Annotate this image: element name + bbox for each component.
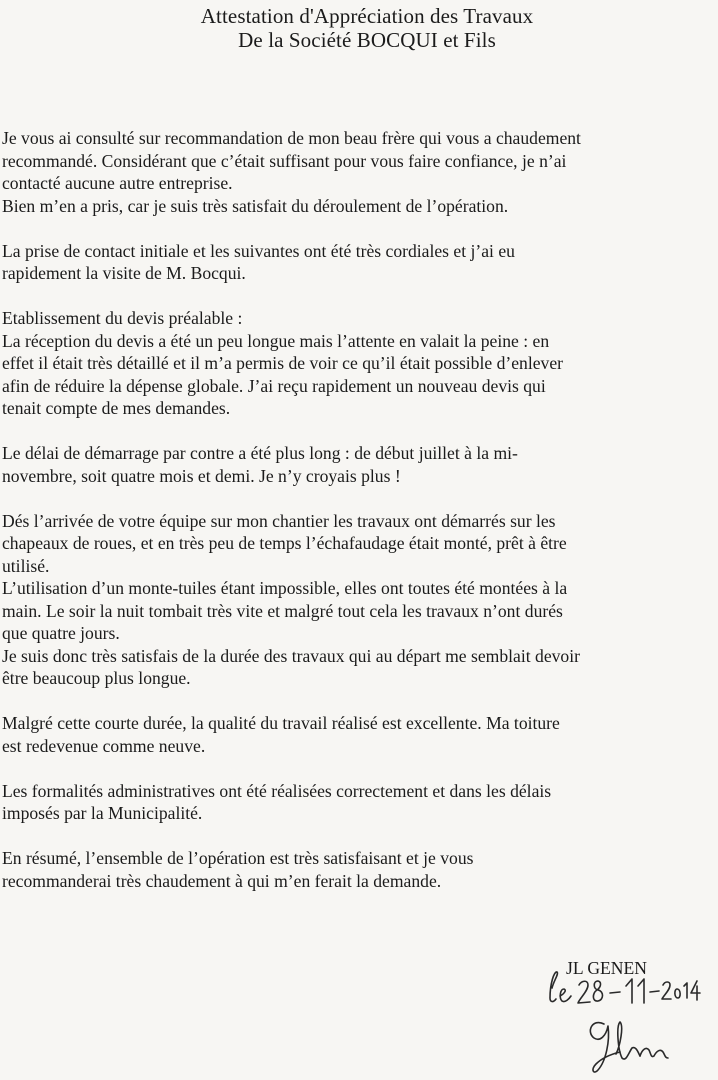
handwritten-date-stroke bbox=[650, 991, 659, 992]
signer-name: JL GENEN bbox=[566, 958, 647, 978]
text-line: Je vous ai consulté sur recommandation de mon beau frère qui vous a chaudement bbox=[2, 128, 581, 148]
handwritten-date-stroke bbox=[684, 983, 687, 998]
text-line: est redevenue comme neuve. bbox=[2, 735, 206, 756]
signature-stroke bbox=[616, 1022, 640, 1059]
text-line: L’utilisation d’un monte-tuiles étant impossible, elles ont toutes été montées à la bbox=[2, 578, 568, 598]
handwritten-date-stroke bbox=[610, 992, 620, 993]
text-line: Dés l’arrivée de votre équipe sur mon chantier les travaux ont démarrés sur les bbox=[2, 510, 556, 531]
text-line: La prise de contact initiale et les suivantes ont été très cordiales et j’ai eu bbox=[2, 240, 515, 261]
text-line: utilisé. bbox=[2, 555, 50, 576]
handwritten-date-stroke bbox=[662, 982, 671, 999]
handwritten-date-stroke bbox=[578, 981, 590, 1003]
handwritten-date-stroke bbox=[550, 972, 557, 1002]
document-title-line-2: De la Société BOCQUI et Fils bbox=[238, 28, 496, 52]
paragraph-quote-details bbox=[2, 330, 670, 420]
document-title-line-1: Attestation d'Appréciation des Travaux bbox=[200, 4, 534, 28]
text-line: effet il était très détaillé et il m’a permis de voir ce qu’il était possible d’enlever bbox=[2, 353, 563, 373]
text-line: afin de réduire la dépense globale. J’ai reçu rapidement un nouveau devis qui bbox=[2, 375, 546, 396]
text-line: rapidement la visite de M. Bocqui. bbox=[2, 263, 246, 283]
text-line: que quatre jours. bbox=[2, 623, 120, 643]
text-line: contacté aucune autre entreprise. bbox=[2, 173, 233, 193]
text-line: Malgré cette courte durée, la qualité du travail réalisé est excellente. Ma toiture bbox=[2, 713, 560, 733]
paragraph-administrative bbox=[2, 780, 670, 825]
signature-stroke bbox=[590, 1023, 620, 1073]
text-line: être beaucoup plus longue. bbox=[2, 668, 191, 688]
paragraph-quote-heading bbox=[2, 307, 670, 330]
text-line: Je suis donc très satisfais de la durée des travaux qui au départ me semblait devoir bbox=[2, 645, 580, 666]
handwritten-date-stroke bbox=[638, 979, 644, 1003]
text-line: tenait compte de mes demandes. bbox=[2, 398, 231, 418]
text-line: novembre, soit quatre mois et demi. Je n’y croyais plus ! bbox=[2, 465, 401, 486]
signature-stroke bbox=[640, 1048, 668, 1058]
text-line: recommandé. Considérant que c’était suffisant pour vous faire confiance, je n’ai bbox=[2, 150, 567, 171]
text-line: En résumé, l’ensemble de l’opération est très satisfaisant et je vous bbox=[2, 848, 474, 868]
paragraph-quality bbox=[2, 712, 670, 757]
paragraph-summary bbox=[2, 847, 670, 892]
text-line: imposés par la Municipalité. bbox=[2, 803, 203, 823]
handwritten-date-stroke bbox=[560, 989, 571, 1002]
paragraph-tiles bbox=[2, 577, 670, 645]
handwritten-date-stroke bbox=[593, 981, 602, 1001]
text-line: Bien m’en a pris, car je suis très satisfait du déroulement de l’opération. bbox=[2, 195, 509, 216]
handwritten-date-stroke bbox=[691, 981, 700, 1000]
text-line: recommanderai très chaudement à qui m’en ferait la demande. bbox=[2, 870, 442, 891]
text-line: Etablissement du devis préalable : bbox=[2, 308, 243, 328]
paragraph-first-contact bbox=[2, 240, 670, 285]
letter-body bbox=[2, 127, 670, 892]
handwritten-date-stroke bbox=[626, 979, 632, 1003]
text-line: Les formalités administratives ont été réalisées correctement et dans les délais bbox=[2, 780, 552, 801]
text-line: main. Le soir la nuit tombait très vite et malgré tout cela les travaux n’ont durés bbox=[2, 600, 563, 621]
paragraph-duration bbox=[2, 645, 670, 690]
paragraph-satisfaction bbox=[2, 195, 670, 218]
paragraph-site-start bbox=[2, 510, 670, 578]
paragraph-start-delay bbox=[2, 442, 670, 487]
paragraph-recommendation bbox=[2, 127, 670, 195]
text-line: chapeaux de roues, et en très peu de temps l’échafaudage était monté, prêt à être bbox=[2, 533, 567, 553]
text-line: Le délai de démarrage par contre a été plus long : de début juillet à la mi- bbox=[2, 443, 518, 463]
text-line: La réception du devis a été un peu longue mais l’attente en valait la peine : en bbox=[2, 330, 550, 351]
handwritten-date-and-signature bbox=[540, 966, 710, 1080]
handwritten-date-stroke bbox=[675, 989, 680, 998]
